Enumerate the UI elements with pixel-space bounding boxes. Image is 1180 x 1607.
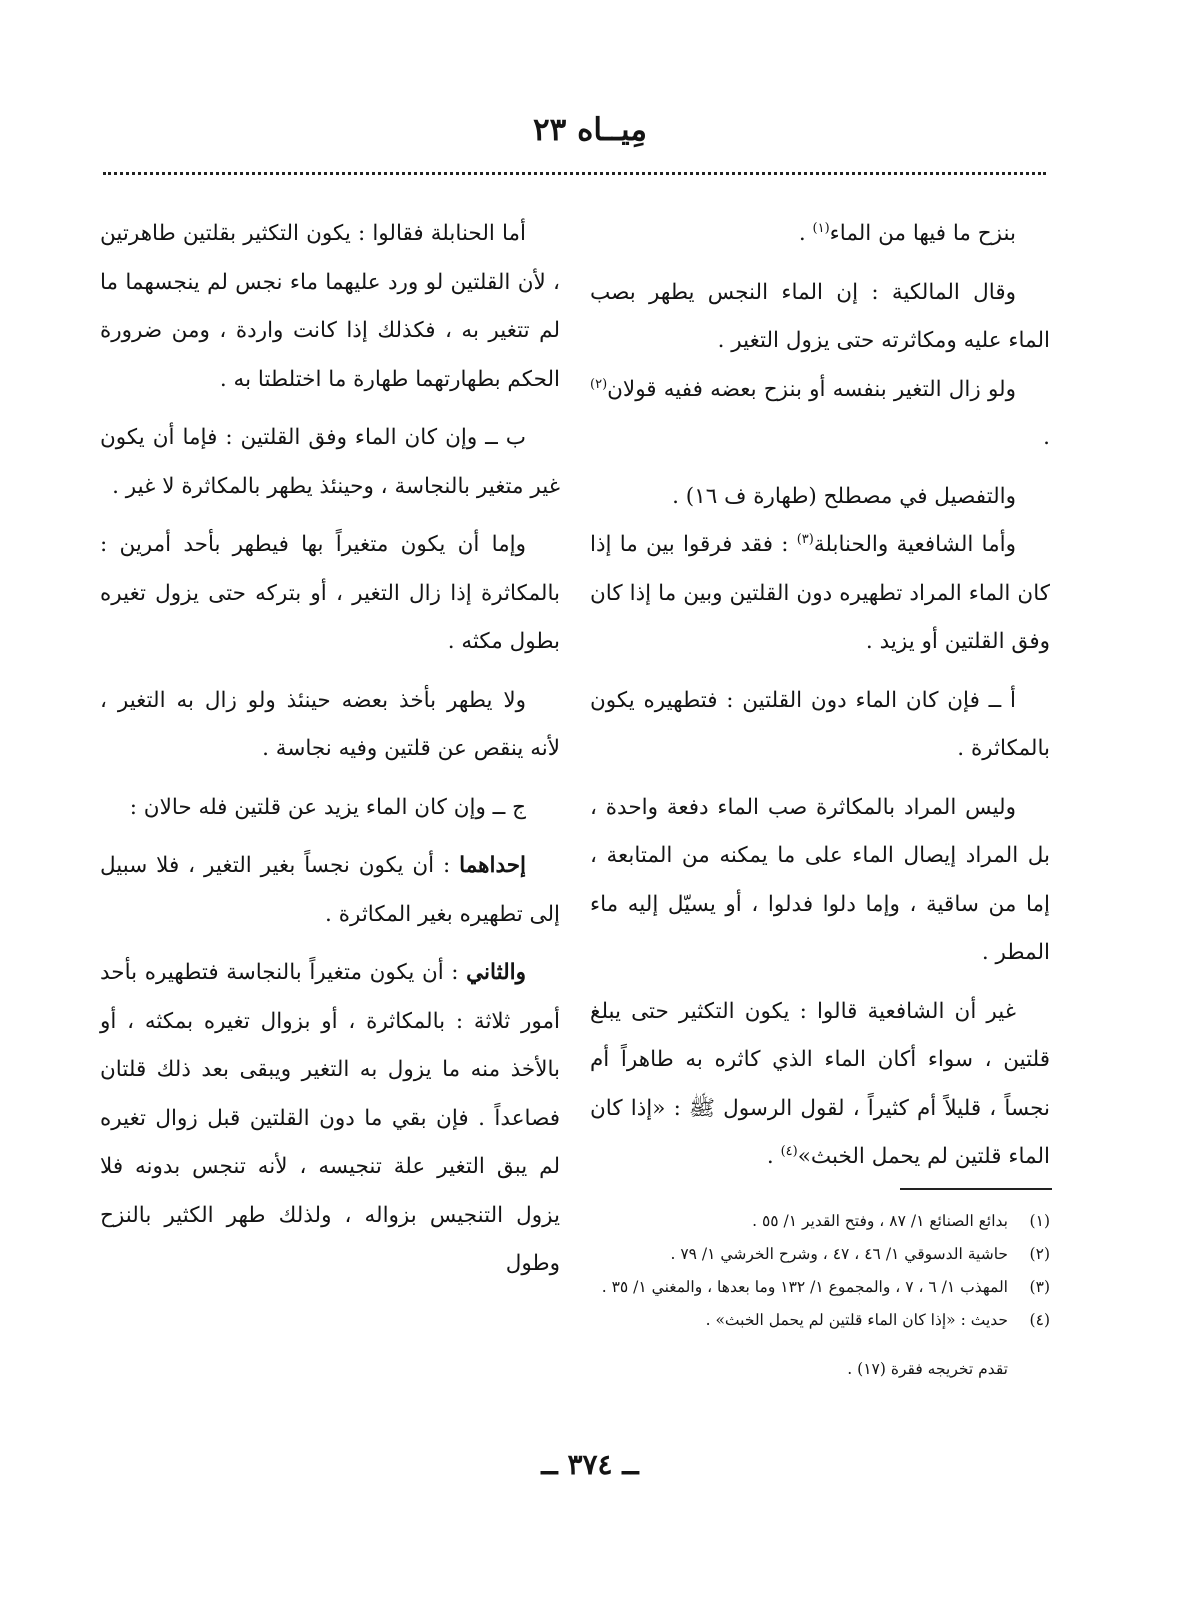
paragraph-text: بنزح ما فيها من الماء [829, 221, 1016, 246]
running-header: مِيــاه ٢٣ [533, 112, 647, 148]
paragraph: وقال المالكية : إن الماء النجس يطهر بصب الماء عليه ومكاثرته حتى يزول التغير . [590, 279, 1050, 353]
header-dotted-rule [103, 172, 1046, 175]
paragraph: أما الحنابلة فقالوا : يكون التكثير بقلتين طاهرتين ، لأن القلتين لو ورد عليهما ماء نجس لم ينجسهما ما لم تتغير به ، فكذلك إذا كانت واردة ، ومن ضرورة الحكم بطهارتهما طهارة ما اختلطتا به . [100, 221, 560, 392]
paragraph [100, 842, 560, 939]
paragraph-text: غير أن الشافعية قالوا : يكون التكثير حتى يبلغ قلتين ، سواء أكان الماء الذي كاثره به طاهراً أم نجساً ، قليلاً أم كثيراً ، لقول الرسول ﷺ : «إذا كان الماء قلتين لم يحمل الخبث» [590, 998, 1050, 1169]
lead-term: والثاني [466, 960, 526, 985]
left-column [100, 210, 560, 1289]
paragraph-text: : فقد فرقوا بين ما إذا كان الماء المراد تطهيره دون القلتين وبين ما إذا كان وفق القلتين أو يزيد . [590, 532, 1050, 654]
paragraph-text: وأما الشافعية والحنابلة [813, 532, 1016, 557]
footnote-text: حديث : «إذا كان الماء قلتين لم يحمل الخبث» . [705, 1311, 1008, 1329]
paragraph: ب ــ وإن كان الماء وفق القلتين : فإما أن يكون غير متغير بالنجاسة ، وحينئذ يطهر بالمكاثرة لا غير . [100, 425, 560, 499]
footnote-number: (٢) [1029, 1245, 1050, 1263]
paragraph: ج ــ وإن كان الماء يزيد عن قلتين فله حالان : [129, 794, 526, 820]
footnote-ref: (١) [812, 220, 830, 236]
paragraph [590, 521, 1050, 667]
footnote-number: (١) [1029, 1212, 1050, 1230]
footnote-ref: (٤) [780, 1143, 798, 1159]
paragraph-text: ولو زال التغير بنفسه أو بنزح بعضه ففيه قولان [607, 376, 1016, 402]
page-number: ــ ٣٧٤ ــ [541, 1448, 639, 1481]
footnote-ref: (٢) [590, 376, 608, 392]
footnote [590, 1238, 1050, 1271]
paragraph-end: . [766, 1144, 781, 1169]
footnote-continuation: تقدم تخريجه فقرة (١٧) . [847, 1359, 1008, 1378]
paragraph-text: : أن يكون نجساً بغير التغير ، فلا سبيل إلى تطهيره بغير المكاثرة . [100, 853, 560, 927]
footnote [590, 1205, 1050, 1238]
right-column [590, 210, 1050, 1192]
footnote [590, 1271, 1050, 1304]
paragraph: والتفصيل في مصطلح (طهارة ف ١٦) . [672, 483, 1016, 509]
footnote-number: (٣) [1029, 1278, 1050, 1296]
footnote-rule [900, 1188, 1052, 1190]
footnote [590, 1304, 1050, 1337]
paragraph: وإما أن يكون متغيراً بها فيطهر بأحد أمرين : بالمكاثرة إذا زال التغير ، أو بتركه حتى يزول تغيره بطول مكثه . [100, 532, 560, 654]
lead-term: إحداهما [459, 853, 526, 878]
paragraph [100, 949, 560, 1289]
paragraph: ولا يطهر بأخذ بعضه حينئذ ولو زال به التغير ، لأنه ينقص عن قلتين وفيه نجاسة . [100, 687, 560, 761]
footnote-text: حاشية الدسوقي ١/ ٤٦ ، ٤٧ ، وشرح الخرشي ١/ ٧٩ . [670, 1245, 1008, 1263]
footnote-ref: (٣) [796, 531, 814, 547]
footnotes [590, 1205, 1050, 1401]
paragraph: وليس المراد بالمكاثرة صب الماء دفعة واحدة ، بل المراد إيصال الماء على ما يمكنه من المتابعة ، إما من ساقية ، وإما دلوا فدلوا ، أو يسيّل إليه ماء المطر . [590, 794, 1050, 965]
footnote-number: (٤) [1029, 1311, 1050, 1329]
paragraph [590, 366, 1050, 463]
paragraph-text: : أن يكون متغيراً بالنجاسة فتطهيره بأحد أمور ثلاثة : بالمكاثرة ، أو بزوال تغيره بمكثه ، أو بالأخذ منه ما يزول به التغير ويبقى بعد ذلك قلتان فصاعداً . فإن بقي ما دون القلتين قبل زوال تغيره لم يبق التغير علة تنجيسه ، لأنه تنجس بدونه فلا يزول التنجيس بزواله ، ولذلك طهر الكثير بالنزح وطول [100, 960, 560, 1276]
paragraph [590, 210, 1050, 259]
paragraph-end: . [798, 221, 813, 246]
footnote-text: المهذب ١/ ٦ ، ٧ ، والمجموع ١/ ١٣٢ وما بعدها ، والمغني ١/ ٣٥ . [601, 1278, 1008, 1296]
paragraph [590, 988, 1050, 1182]
footnote-text: بدائع الصنائع ١/ ٨٧ ، وفتح القدير ١/ ٥٥ . [752, 1212, 1008, 1230]
paragraph: أ ــ فإن كان الماء دون القلتين : فتطهيره يكون بالمكاثرة . [590, 687, 1050, 761]
paragraph-end: . [1043, 425, 1050, 450]
